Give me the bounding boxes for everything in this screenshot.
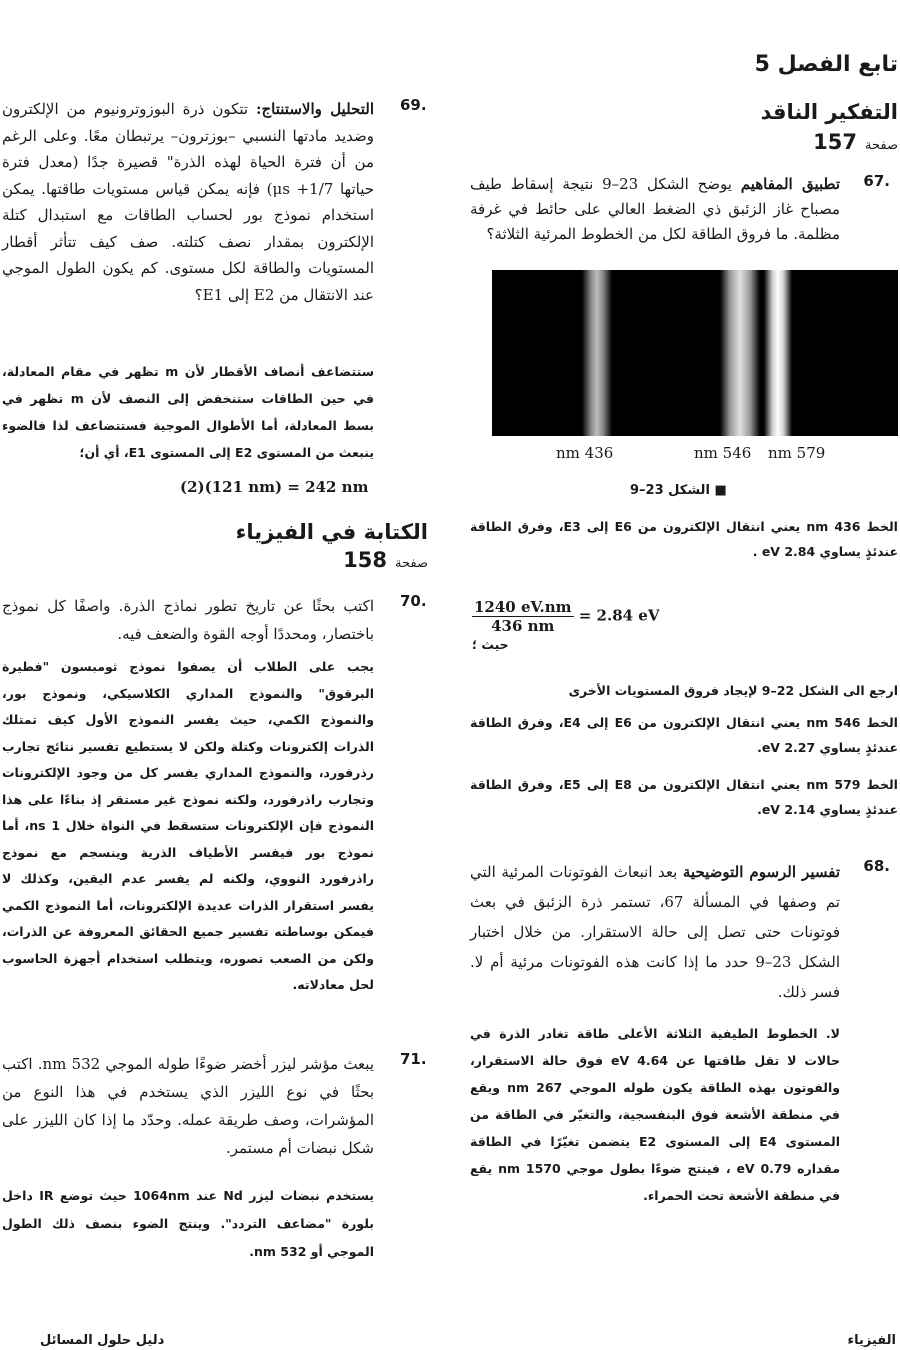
question-70-text: اكتب بحثًا عن تاريخ تطور نماذج الذرة. واصفًا كل نموذج باختصار، ومحددًا أوجه القوة والضعف فيه.: [2, 597, 374, 643]
question-67-body: يوضح الشكل 23–9 نتيجة إسقاط طيف مصباح غاز الزئبق ذي الضغط العالي على حائط في غرفة مظلمة. ما فروق الطاقة لكل من الخطوط المرئية الثلاثة؟: [470, 175, 840, 243]
footer-guide-title: دليل حلول المسائل: [40, 1333, 165, 1348]
wavelength-label-579: 579 nm: [768, 444, 826, 462]
question-67-answer-4: الخط 579 nm يعني انتقال الإلكترون من E8 إلى E5، وفرق الطاقة عندئذٍ يساوي 2.14 eV.: [470, 777, 898, 817]
question-68-title: تفسير الرسوم التوضيحية: [682, 863, 840, 881]
equation-denominator: 436 nm: [491, 617, 555, 635]
equation-numerator: 1240 eV.nm: [474, 598, 572, 616]
chapter-title: تابع الفصل 5: [754, 52, 898, 77]
critical-page-ref: [813, 130, 898, 154]
question-68-body: بعد انبعاث الفوتونات المرئية التي تم وصفها في المسألة 67، تستمر ذرة الزئبق في بعث فوتونات حتى تصل إلى حالة الاستقرار. من خلال اختبار الشكل 23–9 حدد ما إذا كانت هذه الفوتونات مرئية أم لا. فسر ذلك.: [470, 863, 841, 1001]
question-69-body: تتكون ذرة البوزوترونيوم من الإلكترون وضديد مادتها النسبي –بوزترون– يرتبطان معًا. وعلى الرغم من أن فترة الحياة لهذه الذرة" قصيرة جدًا (معدل فترة حياتها 1/7+ μs) فإنه يمكن قياس مستويات طاقتها. يمكن استخدام نموذج بور لحساب الطاقات مع استبدال كتلة الإلكترون بمقدار نصف كتلته. صف كيف تتأثر أقطار المستويات والطاقة لكل مستوى. كم يكون الطول الموجي عند الانتقال من E2 إلى E1؟: [2, 100, 375, 304]
writing-page-label: صفحة: [395, 556, 428, 571]
figure-caption: [630, 483, 727, 498]
figure-bullet-icon: ■: [714, 483, 727, 498]
writing-page-ref: [343, 548, 428, 572]
question-68-answer: لا. الخطوط الطيفية الثلاثة الأعلى طاقة تغادر الذرة في حالات لا تقل طاقتها عن 4.64 eV فوق حالة الاستقرار، والفوتون بهذه الطاقة يكون طوله الموجي 267 nm ويقع في منطقة الأشعة فوق البنفسجية، والتغيّر في الطاقة من المستوى E4 إلى المستوى E2 يتضمن تغيّرًا في الطاقة مقداره 0.79 eV ، فينتج ضوءًا بطول موجي 1570 nm يقع في منطقة الأشعة تحت الحمراء.: [470, 1026, 840, 1203]
wavelength-label-436: 436 nm: [556, 444, 614, 462]
question-71-text: يبعث مؤشر ليزر أخضر ضوءًا طوله الموجي 532 nm. اكتب بحثًا في نوع الليزر الذي يستخدم في هذا النوع من المؤشرات، وصف طريقة عمله. وحدّد ما إذا كان الليزر على شكل نبضات أم مستمر.: [2, 1055, 374, 1157]
footer-book-title: الفيزياء: [847, 1333, 896, 1348]
question-69-text: [2, 96, 374, 308]
question-68-number: .68: [863, 857, 890, 875]
question-67-answer-3: الخط 546 nm يعني انتقال الإلكترون من E6 إلى E4، وفرق الطاقة عندئذٍ يساوي 2.27 eV.: [470, 715, 898, 755]
energy-equation: [472, 598, 660, 635]
question-69-number: .69: [400, 96, 427, 114]
question-68-text: [470, 857, 840, 1007]
question-67-title: تطبيق المفاهيم: [740, 175, 840, 193]
question-69-title: التحليل والاستنتاج:: [255, 100, 374, 118]
question-71-answer: يستخدم نبضات ليزر Nd عند 1064nm حيث توضع IR داخل بلورة "مضاعف التردد". وينتج الضوء بنصف ذلك الطول الموجي أو 532 nm.: [2, 1188, 374, 1259]
question-67-answer-1: الخط 436 nm يعني انتقال الإلكترون من E6 إلى E3، وفرق الطاقة عندئذٍ يساوي 2.84 eV .: [470, 519, 898, 559]
question-67-number: .67: [863, 172, 890, 190]
question-71-number: .71: [400, 1050, 427, 1068]
page-label: صفحة: [865, 138, 898, 153]
figure-caption-text: الشكل 23–9: [630, 483, 710, 498]
question-69-answer: ستتضاعف أنصاف الأقطار لأن m تظهر في مقام المعادلة، في حين الطاقات ستنخفض إلى النصف لأن m تظهر في بسط المعادلة، أما الأطوال الموجية فستتضاعف لذا فالضوء ينبعث من المستوى E2 إلى المستوى E1، أي أن؛: [2, 364, 374, 460]
wavelength-label-546: 546 nm: [694, 444, 752, 462]
equation-result: = 2.84 eV: [578, 606, 660, 625]
question-70-answer: يجب على الطلاب أن يصفوا نموذج ثومبسون "فطيرة البرقوق" والنموذج المداري الكلاسيكي، ونموذج بور، والنموذج الكمي، حيث يفسر النموذج الأول كيف تمتلك الذرات إلكترونات وكتلة ولكن لا يستطيع تفسير نتائج تجارب رذرفورد، والنموذج المداري يفسر كل من وجود الإلكترونات وتجارب راذرفورد، ولكنه نموذج غير مستقر إذ بناءًا على هذا النموذج فإن الإلكترونات ستسقط في النواة خلال 1 ns، أما نموذج بور فيفسر الأطياف الذرية وينسجم مع نموذج راذرفورد النووي، ولكنه لم يفسر عدم اليقين، وكذلك لا يفسر استقرار الذرات عديدة الإلكترونات، أما النموذج الكمي فيمكن بوساطته تفسير جميع الحقائق المعروفة عن الذرات، ولكن من الصعب تصوره، ويتطلب استخدام أجهزة الحاسوب لحل معادلاته.: [2, 659, 375, 992]
question-67-text: [470, 172, 840, 247]
question-67-answer-2: ارجع الى الشكل 22–9 لإيجاد فروق المستويات الأخرى: [568, 683, 898, 698]
question-70-number: .70: [400, 592, 427, 610]
page-number: 157: [813, 130, 858, 154]
writing-page-number: 158: [343, 548, 388, 572]
mercury-spectrum-image: [492, 270, 898, 436]
writing-physics-heading: الكتابة في الفيزياء: [235, 520, 428, 544]
equation-where: حيث ؛: [472, 637, 509, 652]
question-69-equation: (2)(121 nm) = 242 nm: [180, 478, 369, 496]
critical-thinking-heading: التفكير الناقد: [760, 100, 898, 124]
